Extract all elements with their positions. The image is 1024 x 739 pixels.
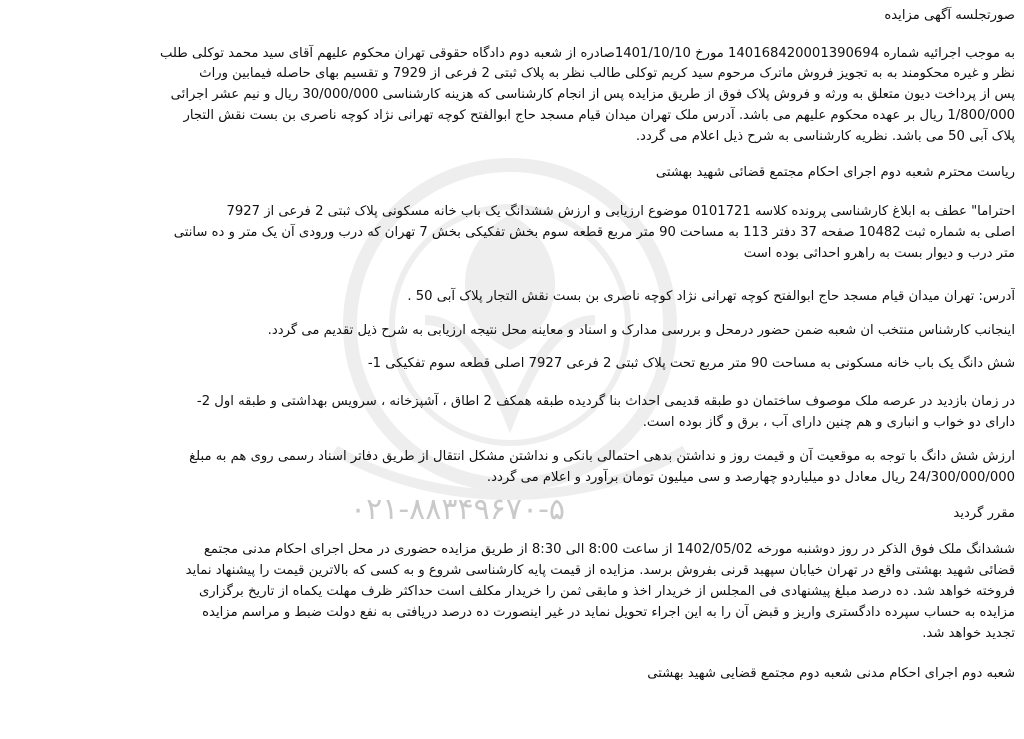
paragraph-line: ششدانگ ملک فوق الذکر در روز دوشنبه مورخه 1402/05/02 از ساعت 8:00 الی 8:30 از طریق مزایده حضوری در محل اجرای احکام مدنی مجتمع (203, 542, 1015, 557)
paragraph-line: ارزش شش دانگ با توجه به موقعیت آن و قیمت روز و نداشتن بدهی احتمالی بانکی و نداشتن مشکل انتقال از طریق دفاتر اسناد رسمی روی هم به مبلغ (189, 449, 1015, 464)
list-item-2: در زمان بازدید در عرصه ملک موصوف ساختمان دو طبقه قدیمی احداث بنا گردیده طبقه همکف 2 اطاق ، آشپزخانه ، سرویس بهداشتی و طبقه اول 2- (196, 394, 1015, 409)
watermark-phone: ۰۲۱-۸۸۳۴۹۶۷۰-۵ (350, 492, 566, 527)
paragraph-line: 24/300/000/000 ریال معادل دو میلیاردو چهارصد و سی میلیون تومان برآورد و اعلام می گردد. (486, 470, 1015, 485)
paragraph-line: احتراما" عطف به ابلاغ کارشناسی پرونده کلاسه 0101721 موضوع ارزیابی و ارزش ششدانگ یک باب خانه مسکونی پلاک ثبتی 2 فرعی از 7927 (226, 204, 1015, 219)
paragraph-line: مزایده به حساب سپرده دادگستری واریز و قبض آن را به این اجراء تحویل نماید در غیر اینصورت ده درصد دریافتی به نفع دولت ضبط و مراسم مزایده (202, 605, 1015, 620)
paragraph-line: دارای دو خواب و انباری و هم چنین دارای آب ، برق و گاز بوده است. (642, 415, 1015, 430)
paragraph-line: پس از پرداخت دیون متعلق به ورثه و فروش پلاک فوق از طریق مزایده پس از انجام کارشناسی که هزینه کارشناسی 30/000/000 ریال و نیم عشر اجرائی (170, 87, 1015, 102)
paragraph-line: قضائی شهید بهشتی واقع در تهران خیابان سپهبد قرنی بفروش برسد. مزایده از قیمت پایه کارشناسی شروع و به کسی که بالاترین قیمت را پیشنهاد نماید (185, 563, 1015, 578)
list-item-1: شش دانگ یک باب خانه مسکونی به مساحت 90 متر مربع تحت پلاک ثبتی 2 فرعی 7927 اصلی قطعه سوم تفکیکی 1- (367, 356, 1015, 371)
paragraph-line: به موجب اجرائیه شماره 140168420001390694 مورخ 1401/10/10صادره از شعبه دوم دادگاه حقوقی تهران محکوم علیهم آقای سید محمد توکلی طلب (159, 46, 1015, 61)
address-line: آدرس: تهران میدان قیام مسجد حاج ابوالفتح کوچه تهرانی نژاد کوچه ناصری بن بست نقش التجار پلاک آبی 50 . (407, 289, 1015, 304)
paragraph-line: اینجانب کارشناس منتخب ان شعبه ضمن حضور درمحل و بررسی مدارک و اسناد و معاینه محل نتیجه ارزیابی به شرح ذیل تقدیم می گردد. (267, 323, 1015, 338)
notice-title: صورتجلسه آگهی مزایده (884, 8, 1015, 23)
signature-line: شعبه دوم اجرای احکام مدنی شعبه دوم مجتمع قضایی شهید بهشتی (647, 666, 1015, 681)
paragraph-line: پلاک آبی 50 می باشد. نظریه کارشناسی به شرح ذیل اعلام می گردد. (635, 129, 1015, 144)
paragraph-line: متر درب و دیوار بست به راهرو احداثی بوده است (743, 246, 1015, 261)
paragraph-line: فروخته خواهد شد. ده درصد مبلغ پیشنهادی فی المجلس از خریدار اخذ و مابقی ثمن را خریدار مکلف است حداکثر ظرف مهلت یکماه از تاریخ برگزاری (198, 584, 1015, 599)
paragraph-line: نظر و غیره محکومند به به تجویز فروش ماترک مرحوم سید کریم توکلی طالب نظر به پلاک ثبتی 2 فرعی از 7929 و تقسیم بهای حاصله فیمابین وراث (199, 66, 1015, 81)
decision-heading: مقرر گردید (953, 506, 1015, 521)
paragraph-line: تجدید خواهد شد. (922, 626, 1015, 641)
paragraph-line: 1/800/000 ریال بر عهده محکوم علیهم می باشد. آدرس ملک تهران میدان قیام مسجد حاج ابوالفتح کوچه تهرانی نژاد کوچه ناصری بن بست نقش التجار (183, 108, 1015, 123)
paragraph-line: اصلی به شماره ثبت 10482 صفحه 37 دفتر 113 به مساحت 90 متر مربع قطعه سوم بخش تفکیکی بخش 7 تهران که درب ورودی آن یک متر و ده سانتی (173, 225, 1015, 240)
addressee-heading: ریاست محترم شعبه دوم اجرای احکام مجتمع قضائی شهید بهشتی (655, 165, 1015, 180)
